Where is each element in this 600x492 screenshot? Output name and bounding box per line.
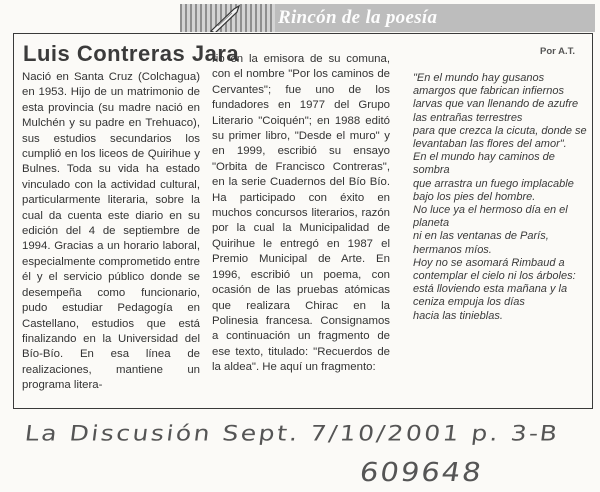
article-column-2 xyxy=(212,52,390,408)
poem-stanza: "En el mundo hay gusanos amargos que fabrican infiernos xyxy=(413,72,565,98)
article-headline: Luis Contreras Jara xyxy=(23,41,240,66)
column-1-text: Nació en Santa Cruz (Colchagua) en 1953. Hijo de un matrimonio de esta provincia (su madre nació en Mulchén y su padre en Trehuaco), sus estudios secundarios los cumplió en los liceos de Quirihue y Bulnes. Toda su vida ha estado vinculado con la actividad cultural, particularmente literaria, sobre la cual da cuenta este diario en su edición del 4 de septiembre de 1994. Gracias a un horario laboral, especialmente comprometido entre él y el servicio público donde se desempeña como funcionario, pudo estudiar Pedagogía en Castellano, estudios que está finalizando en la Universidad del Bío-Bío. En esa línea de realizaciones, mantiene un programa litera- xyxy=(22,71,200,392)
poem-stanza: está lloviendo esta mañana y la ceniza empuja los días xyxy=(413,283,568,309)
section-banner xyxy=(180,4,595,32)
article-byline: Por A.T. xyxy=(540,46,576,57)
handwritten-catalog-number: 609648 xyxy=(357,456,486,488)
poem-stanza: No luce ya el hermoso día en el planeta xyxy=(413,204,568,230)
section-title: Rincón de la poesía xyxy=(278,7,438,28)
column-2-text: rio en la emisora de su comuna, con el nombre "Por los caminos de Cervantes"; fue uno de los fundadores en 1977 del Grupo Literario "Coiquén"; en 1988 editó su primer libro, "Desde el muro" y en 1999, escribió su ensayo "Orbita de Francisco Contreras", en la serie Cuadernos del Bío Bío. Ha participado con éxito en muchos concursos literarios, razón por la cual la Municipalidad de Quirihue le entregó en 1987 el Premio Municipal de Arte. En 1996, escribió un poema, con ocasión de las pruebas atómicas que realizara Chirac en la Polinesia francesa. Consignamos a continuación un fragmento de ese texto, titulado: "Recuerdos de la aldea". He aquí un fragmento: xyxy=(212,53,390,374)
poem-stanza: Hoy no se asomará Rimbaud a contemplar el cielo ni los árboles: xyxy=(413,256,576,283)
pen-icon xyxy=(208,4,244,32)
article-column-1 xyxy=(22,70,200,406)
poem-stanza: larvas que van llenando de azufre las entrañas terrestres xyxy=(413,98,579,124)
poem-stanza: hacia las tinieblas. xyxy=(413,309,503,322)
handwritten-source-reference: La Discusión Sept. 7/10/2001 p. 3-B xyxy=(23,421,561,446)
poem-column xyxy=(413,72,587,408)
poem-stanza: que arrastra un fuego implacable bajo los pies del hombre. xyxy=(413,177,574,203)
poem-stanza: ni en las ventanas de París, hermanos míos. xyxy=(413,230,549,256)
poem-stanza: para que crezca la cicuta, donde se levantaban las flores del amor". xyxy=(413,124,587,151)
poem-stanza: En el mundo hay caminos de sombra xyxy=(413,151,555,177)
